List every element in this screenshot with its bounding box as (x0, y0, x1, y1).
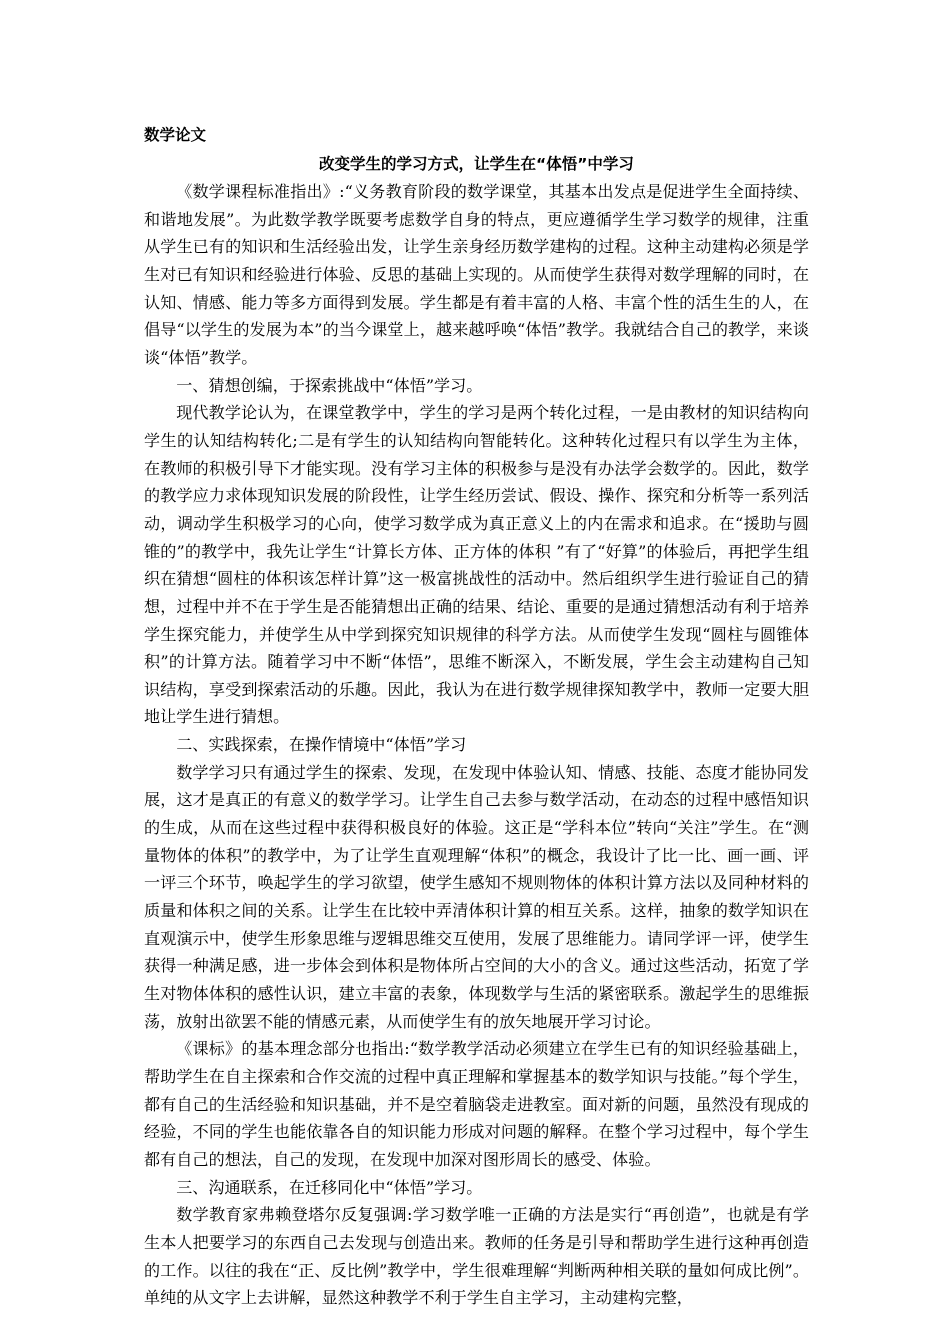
paragraph-section-3: 数学教育家弗赖登塔尔反复强调:学习数学唯一正确的方法是实行“再创造”，也就是有学生本人把要学习的东西自己去发现与创造出来。教师的任务是引导和帮助学生进行这种再创造的工作。以往的我在“正、反比例”教学中，学生很难理解“判断两种相关联的量如何成比例”。单纯的从文字上去讲解，显然这种教学不利于学生自主学习，主动建构完整， (144, 1205, 809, 1308)
document-content (144, 121, 809, 1312)
section-heading-2: 二、实践探索，在操作情境中“体悟”学习 (176, 735, 467, 755)
section-heading-1: 一、猜想创编，于探索挑战中“体悟”学习。 (176, 375, 483, 395)
paragraph-curriculum-quote: 《课标》的基本理念部分也指出:“数学教学活动必须建立在学生已有的知识经验基础上，帮助学生在自主探索和合作交流的过程中真正理解和掌握基本的数学知识与技能。”每个学生，都有自己的生活经验和知识基础，并不是空着脑袋走进教室。面对新的问题，虽然没有现成的经验，不同的学生也能依靠各自的知识能力形成对问题的解释。在整个学习过程中，每个学生都有自己的想法，自己的发现，在发现中加深对图形周长的感受、体验。 (144, 1039, 809, 1169)
document-label: 数学论文 (144, 126, 207, 144)
paragraph-intro: 《数学课程标准指出》:“义务教育阶段的数学课堂，其基本出发点是促进学生全面持续、和谐地发展”。为此数学教学既要考虑数学自身的特点，更应遵循学生学习数学的规律，注重从学生已有的知识和生活经验出发，让学生亲身经历数学建构的过程。这种主动建构必须是学生对已有知识和经验进行体验、反思的基础上实现的。从而使学生获得对数学理解的同时，在认知、情感、能力等多方面得到发展。学生都是有着丰富的人格、丰富个性的活生生的人，在倡导“以学生的发展为本”的当今课堂上，越来越呼唤“体悟”教学。我就结合自己的教学，来谈谈“体悟”教学。 (144, 182, 809, 367)
paragraph-section-1: 现代教学论认为，在课堂教学中，学生的学习是两个转化过程，一是由教材的知识结构向学生的认知结构转化;二是有学生的认知结构向智能转化。这种转化过程只有以学生为主体，在教师的积极引导下才能实现。没有学习主体的积极参与是没有办法学会数学的。因此，数学的教学应力求体现知识发展的阶段性，让学生经历尝试、假设、操作、探究和分析等一系列活动，调动学生积极学习的心向，使学习数学成为真正意义上的内在需求和追求。在“援助与圆锥的”的教学中，我先让学生“计算长方体、正方体的体积 ”有了“好算”的体验后，再把学生组织在猜想“圆柱的体积该怎样计算”这一极富挑战性的活动中。然后组织学生进行验证自己的猜想，过程中并不在于学生是否能猜想出正确的结果、结论、重要的是通过猜想活动有利于培养学生探究能力，并使学生从中学到探究知识规律的科学方法。从而使学生发现“圆柱与圆锥体积”的计算方法。随着学习中不断“体悟”，思维不断深入，不断发展，学生会主动建构自己知识结构，享受到探索活动的乐趣。因此，我认为在进行数学规律探知教学中，教师一定要大胆地让学生进行猜想。 (144, 403, 809, 727)
document-title: 改变学生的学习方式，让学生在“体悟”中学习 (319, 155, 634, 173)
paragraph-section-2: 数学学习只有通过学生的探索、发现，在发现中体验认知、情感、技能、态度才能协同发展，这才是真正的有意义的数学学习。让学生自己去参与数学活动，在动态的过程中感悟知识的生成，从而在这些过程中获得积极良好的体验。这正是“学科本位”转向“关注”学生。在“测量物体的体积”的教学中，为了让学生直观理解“体积”的概念，我设计了比一比、画一画、评一评三个环节，唤起学生的学习欲望，使学生感知不规则物体的体积计算方法以及同种材料的质量和体积之间的关系。让学生在比较中弄清体积计算的相互关系。这样，抽象的数学知识在直观演示中，使学生形象思维与逻辑思维交互使用，发展了思维能力。请同学评一评，使学生获得一种满足感，进一步体会到体积是物体所占空间的大小的含义。通过这些活动，拓宽了学生对物体体积的感性认识，建立丰富的表象，体现数学与生活的紧密联系。激起学生的思维振荡，放射出欲罢不能的情感元素，从而使学生有的放矢地展开学习讨论。 (144, 762, 809, 1031)
section-heading-3: 三、沟通联系，在迁移同化中“体悟”学习。 (176, 1177, 483, 1197)
